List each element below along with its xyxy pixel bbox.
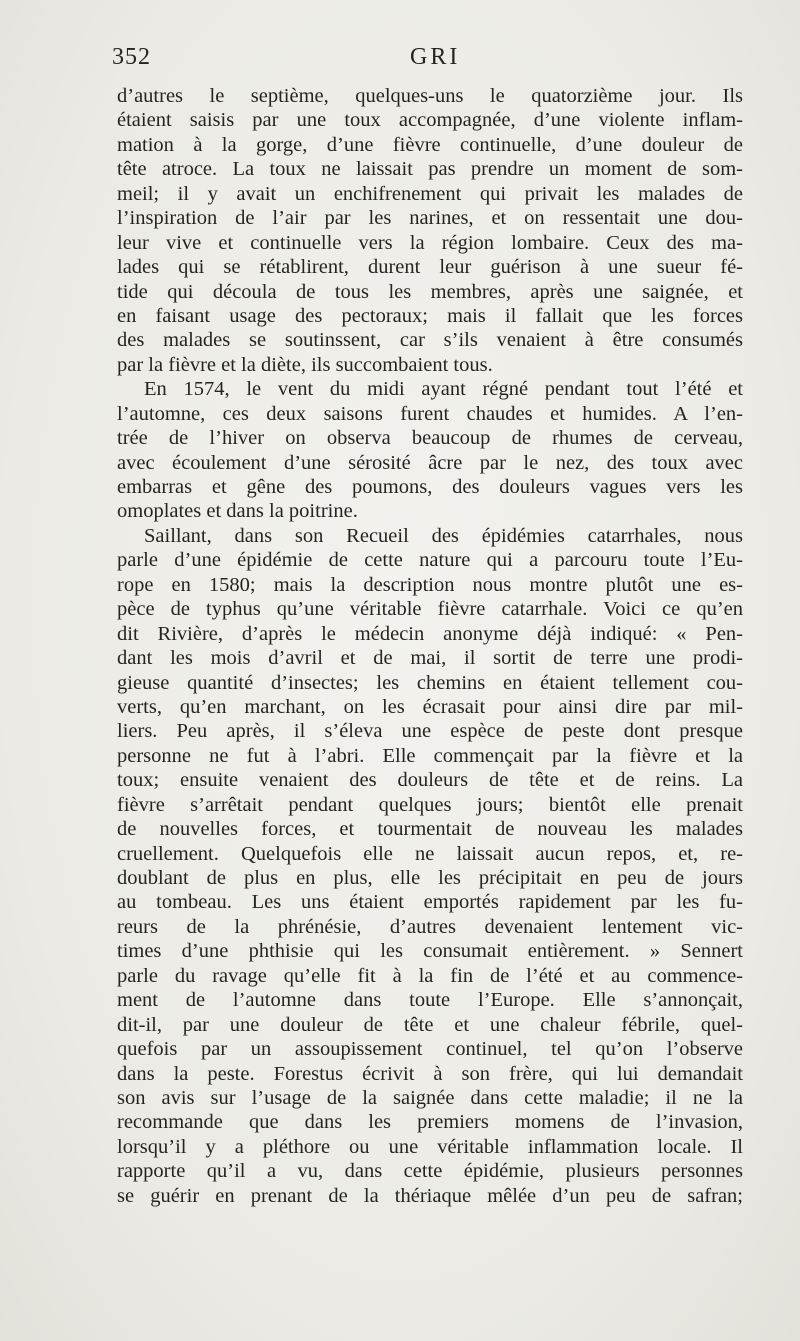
- text-line: liers. Peu après, il s’éleva une espèce de peste dont presque: [117, 720, 743, 743]
- text-line: lades qui se rétablirent, durent leur guérison à une sueur fé-: [117, 256, 743, 279]
- text-line: rapporte qu’il a vu, dans cette épidémie, plusieurs personnes: [117, 1160, 743, 1183]
- text-line: leur vive et continuelle vers la région lombaire. Ceux des ma-: [117, 231, 743, 254]
- text-line: tide qui découla de tous les membres, après une saignée, et: [117, 280, 743, 303]
- text-line: rope en 1580; mais la description nous montre plutôt une es-: [117, 573, 743, 596]
- text-line: avec écoulement d’une sérosité âcre par le nez, des toux avec: [117, 451, 743, 474]
- text-line: trée de l’hiver on observa beaucoup de rhumes de cerveau,: [117, 427, 743, 450]
- text-line: doublant de plus en plus, elle les précipitait en peu de jours: [117, 867, 743, 889]
- body-text: [117, 84, 743, 1208]
- text-line: des malades se soutinssent, car s’ils venaient à être consumés: [117, 329, 743, 352]
- text-line: dit-il, par une douleur de tête et une chaleur fébrile, quel-: [117, 1013, 743, 1036]
- text-line: son avis sur l’usage de la saignée dans cette maladie; il ne la: [117, 1086, 743, 1109]
- text-line: tête atroce. La toux ne laissait pas prendre un moment de som-: [117, 158, 743, 181]
- text-line: étaient saisis par une toux accompagnée, d’une violente inflam-: [117, 109, 743, 132]
- text-line: pèce de typhus qu’une véritable fièvre catarrhale. Voici ce qu’en: [117, 598, 743, 621]
- text-line: lorsqu’il y a pléthore ou une véritable inflammation locale. Il: [117, 1135, 743, 1158]
- text-line: parle du ravage qu’elle fit à la fin de l’été et au commence-: [117, 964, 743, 987]
- text-line: l’inspiration de l’air par les narines, et on ressentait une dou-: [117, 207, 743, 230]
- page-number: 352: [112, 44, 151, 70]
- text-line: d’autres le septième, quelques-uns le quatorzième jour. Ils: [117, 85, 743, 107]
- text-line: dans la peste. Forestus écrivit à son frère, qui lui demandait: [117, 1062, 743, 1085]
- text-line: quefois par un assoupissement continuel, tel qu’on l’observe: [117, 1038, 743, 1061]
- text-line: personne ne fut à l’abri. Elle commençait par la fièvre et la: [117, 744, 743, 767]
- text-line: reurs de la phrénésie, d’autres devenaient lentement vic-: [117, 915, 743, 938]
- text-line: fièvre s’arrêtait pendant quelques jours; bientôt elle prenait: [117, 793, 743, 816]
- text-line: Saillant, dans son Recueil des épidémies catarrhales, nous: [144, 524, 743, 547]
- text-line: dant les mois d’avril et de mai, il sortit de terre une prodi-: [117, 647, 743, 670]
- text-line: par la fièvre et la diète, ils succombaient tous.: [117, 353, 493, 376]
- text-line: de nouvelles forces, et tourmentait de nouveau les malades: [117, 818, 743, 841]
- text-line: mation à la gorge, d’une fièvre continuelle, d’une douleur de: [117, 133, 743, 156]
- text-line: cruellement. Quelquefois elle ne laissait aucun repos, et, re-: [117, 842, 743, 865]
- text-line: times d’une phthisie qui les consumait entièrement. » Sennert: [117, 940, 743, 963]
- text-line: recommande que dans les premiers momens de l’invasion,: [117, 1111, 743, 1134]
- text-line: omoplates et dans la poitrine.: [117, 500, 358, 523]
- text-line: parle d’une épidémie de cette nature qui a parcouru toute l’Eu-: [117, 549, 743, 572]
- text-line: embarras et gêne des poumons, des douleurs vagues vers les: [117, 476, 743, 498]
- text-line: ment de l’automne dans toute l’Europe. Elle s’annonçait,: [117, 989, 743, 1012]
- text-line: gieuse quantité d’insectes; les chemins en étaient tellement cou-: [117, 671, 743, 694]
- running-head: [0, 44, 800, 74]
- text-line: en faisant usage des pectoraux; mais il fallait que les forces: [117, 304, 743, 327]
- text-line: se guérir en prenant de la thériaque mêlée d’un peu de safran;: [117, 1184, 743, 1207]
- text-line: l’automne, ces deux saisons furent chaudes et humides. A l’en-: [117, 402, 743, 425]
- text-line: dit Rivière, d’après le médecin anonyme déjà indiqué: « Pen-: [117, 622, 743, 645]
- text-line: En 1574, le vent du midi ayant régné pendant tout l’été et: [144, 378, 743, 401]
- text-line: verts, qu’en marchant, on les écrasait pour ainsi dire par mil-: [117, 695, 743, 718]
- text-line: au tombeau. Les uns étaient emportés rapidement par les fu-: [117, 891, 743, 914]
- running-title: GRI: [410, 44, 461, 70]
- text-line: toux; ensuite venaient des douleurs de tête et de reins. La: [117, 769, 743, 792]
- text-line: meil; il y avait un enchifrenement qui privait les malades de: [117, 182, 743, 205]
